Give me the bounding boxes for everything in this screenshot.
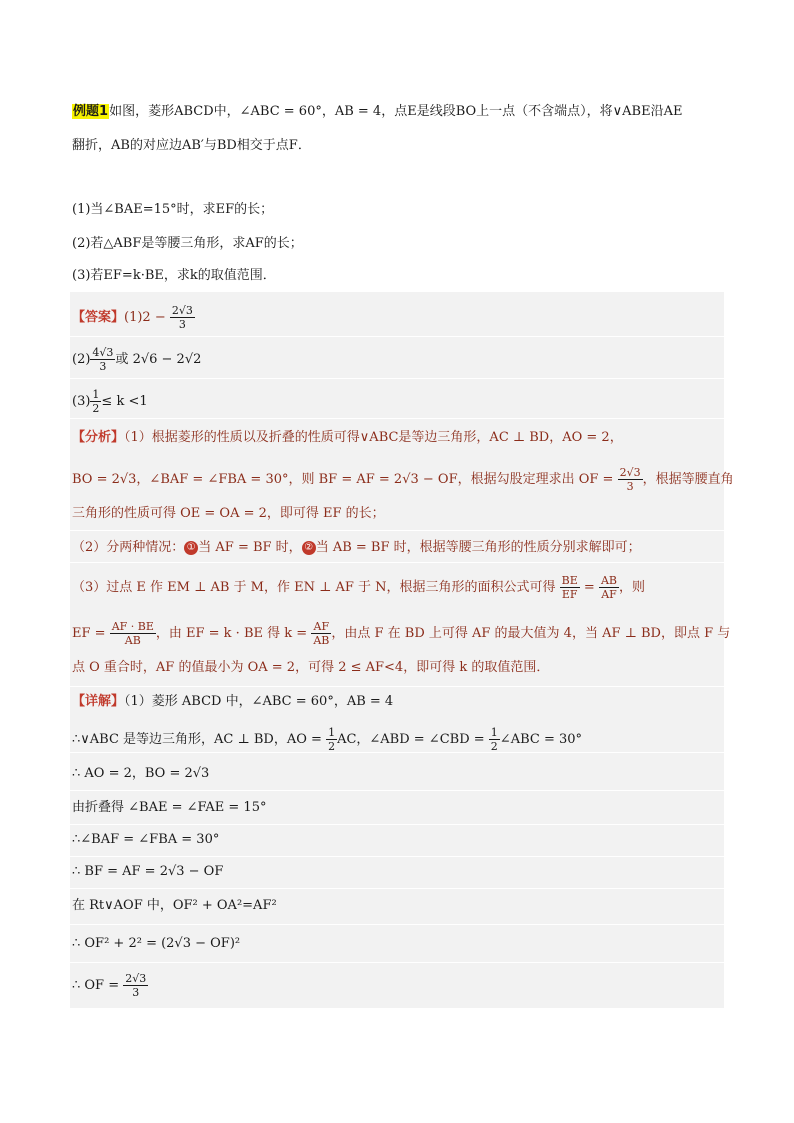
fraction-den: 3	[132, 986, 140, 999]
divider	[70, 888, 724, 889]
divider	[70, 418, 724, 419]
circled-one-icon: ①	[184, 541, 198, 555]
divider	[70, 562, 724, 563]
question-3: (3)若EF=k·BE，求k的取值范围．	[72, 268, 276, 283]
fraction	[90, 388, 101, 415]
fraction-den: 3	[626, 480, 634, 493]
answer-1	[72, 304, 195, 331]
divider	[70, 530, 724, 531]
problem-text-1: 如图，菱形ABCD中，∠ABC = 60°，AB = 4，点E是线段BO上一点（不含端点），将∨ABE沿AE	[109, 104, 683, 119]
example-tag: 例题1	[73, 104, 109, 119]
fraction-num: AF	[311, 620, 331, 634]
fraction-den: AB	[313, 634, 330, 647]
detail-line-3: ∴ AO = 2，BO = 2√3	[72, 766, 210, 781]
question-2: (2)若△ABF是等腰三角形，求AF的长；	[72, 236, 303, 251]
fraction-num: 1	[490, 726, 498, 739]
detail-text: ∴ OF =	[72, 978, 120, 993]
divider	[70, 336, 724, 337]
analysis-line-5	[72, 574, 645, 601]
detail-line-6: ∴ BF = AF = 2√3 − OF	[72, 864, 224, 879]
analysis-text: 当 AF = BF 时，	[198, 540, 302, 555]
equals: =	[583, 580, 595, 595]
divider	[70, 686, 724, 687]
fraction	[311, 620, 331, 647]
circled-two-icon: ②	[302, 541, 316, 555]
fraction-den: EF	[561, 588, 578, 601]
fraction-num: 2√3	[619, 466, 641, 479]
analysis-line-6	[72, 620, 730, 647]
divider	[70, 790, 724, 791]
analysis-text: （2）分两种情况：	[72, 540, 185, 555]
fraction-num: 2√3	[125, 972, 147, 985]
detail-line-4: 由折叠得 ∠BAE = ∠FAE = 15°	[72, 800, 267, 815]
analysis-text: EF =	[72, 626, 106, 641]
analysis-text: ，由 EF = k · BE 得 k =	[155, 626, 308, 641]
fraction-num: AF · BE	[111, 620, 154, 633]
fraction	[599, 574, 619, 601]
fraction-den: AB	[124, 634, 141, 647]
fraction	[170, 304, 195, 331]
detail-text: （1）菱形 ABCD 中，∠ABC = 60°，AB = 4	[124, 694, 394, 709]
fraction-den: 2	[92, 402, 100, 415]
answer-1-prefix: (1)2 −	[124, 310, 166, 325]
answer-2	[72, 346, 201, 373]
analysis-label: 【分析】	[72, 430, 125, 445]
fraction	[110, 620, 156, 647]
divider	[70, 962, 724, 963]
detail-line-2	[72, 726, 582, 753]
fraction-den: 3	[178, 318, 186, 331]
fraction-den: 2	[490, 740, 498, 753]
fraction	[618, 466, 643, 493]
answer-label: 【答案】	[72, 310, 125, 325]
analysis-text: 当 AB = BF 时，根据等腰三角形的性质分别求解即可；	[315, 540, 641, 555]
fraction-num: 4√3	[92, 346, 114, 359]
analysis-text: （3）过点 E 作 EM ⊥ AB 于 M，作 EN ⊥ AF 于 N，根据三角形的面积公式可得	[72, 580, 556, 595]
fraction-num: AB	[600, 574, 617, 587]
detail-line-5: ∴∠BAF = ∠FBA = 30°	[72, 832, 220, 847]
answer-2-rest: 或 2√6 − 2√2	[115, 352, 202, 367]
problem-line-1	[72, 102, 682, 122]
fraction-den: AF	[601, 588, 617, 601]
question-1: (1)当∠BAE=15°时，求EF的长；	[72, 202, 274, 217]
detail-line-7: 在 Rt∨AOF 中，OF² + OA²=AF²	[72, 898, 277, 913]
problem-line-2: 翻折，AB的对应边AB′与BD相交于点F．	[72, 138, 311, 153]
fraction	[489, 726, 500, 753]
fraction	[90, 346, 115, 373]
analysis-line-1	[72, 428, 623, 448]
divider	[70, 924, 724, 925]
analysis-line-4	[72, 538, 641, 558]
fraction	[123, 972, 148, 999]
answer-3-prefix: (3)	[72, 394, 91, 409]
detail-text: ∴∨ABC 是等边三角形，AC ⊥ BD，AO =	[72, 732, 322, 747]
analysis-line-7: 点 O 重合时，AF 的值最小为 OA = 2，可得 2 ≤ AF<4，即可得 k 的取值范围．	[72, 660, 550, 675]
divider	[70, 824, 724, 825]
detail-line-8: ∴ OF² + 2² = (2√3 − OF)²	[72, 936, 241, 951]
detail-line-9	[72, 972, 148, 999]
fraction-num: BE	[561, 574, 578, 587]
detail-text: ∠ABC = 30°	[499, 732, 583, 747]
fraction-num: 2√3	[171, 304, 193, 317]
analysis-text: BO = 2√3，∠BAF = ∠FBA = 30°，则 BF = AF = 2√3 − OF，根据勾股定理求出 OF =	[72, 472, 614, 487]
analysis-text: ，由点 F 在 BD 上可得 AF 的最大值为 4，当 AF ⊥ BD，即点 F 与	[331, 626, 731, 641]
analysis-text: ，根据等腰直角	[642, 472, 734, 487]
fraction-den: 2	[328, 740, 336, 753]
fraction	[326, 726, 337, 753]
analysis-text: （1）根据菱形的性质以及折叠的性质可得∨ABC是等边三角形，AC ⊥ BD，AO = 2，	[124, 430, 623, 445]
analysis-text: ，则	[619, 580, 646, 595]
divider	[70, 856, 724, 857]
detail-line-1	[72, 692, 393, 712]
fraction-num: 1	[92, 388, 100, 401]
fraction	[560, 574, 580, 601]
analysis-line-2	[72, 466, 734, 493]
fraction-den: 3	[99, 360, 107, 373]
answer-3	[72, 388, 148, 415]
answer-3-rest: ≤ k <1	[101, 394, 148, 409]
answer-2-prefix: (2)	[72, 352, 91, 367]
fraction-num: 1	[328, 726, 336, 739]
analysis-line-3: 三角形的性质可得 OE = OA = 2，即可得 EF 的长；	[72, 506, 385, 521]
detail-label: 【详解】	[72, 694, 125, 709]
divider	[70, 378, 724, 379]
detail-text: AC，∠ABD = ∠CBD =	[337, 732, 485, 747]
